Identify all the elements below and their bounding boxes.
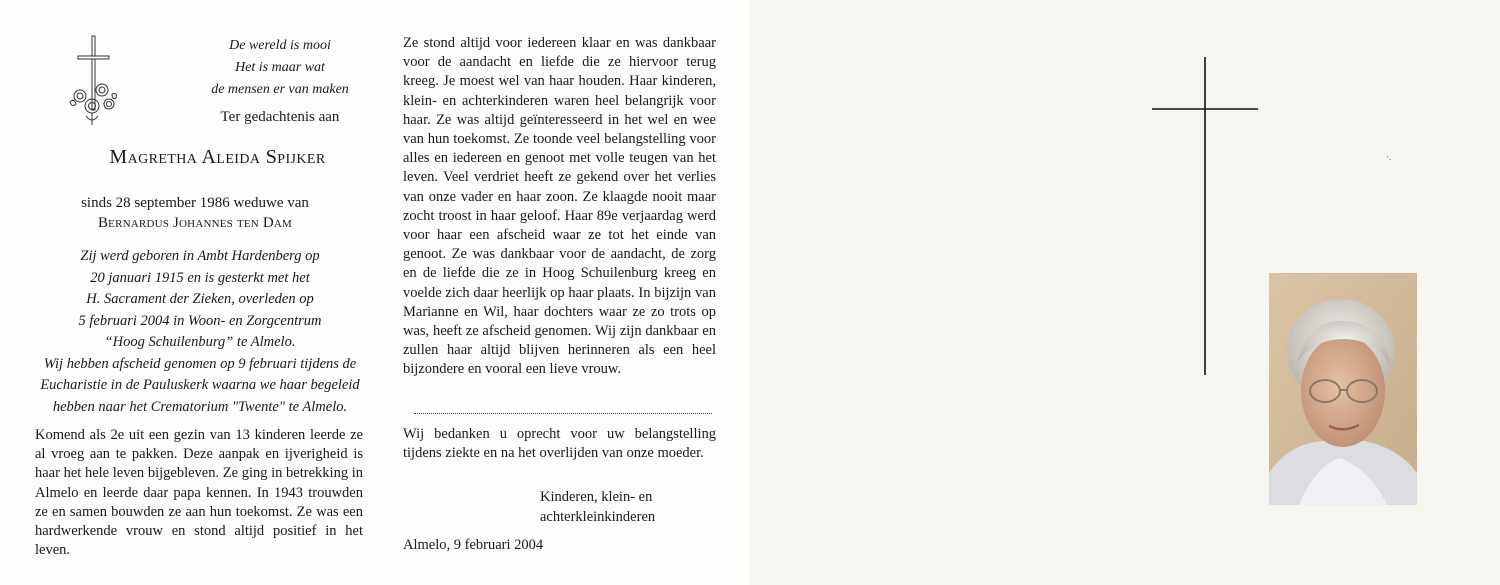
signature-line: Kinderen, klein- en — [540, 489, 653, 505]
bio-line: 20 januari 1915 en is gesterkt met het — [90, 269, 310, 286]
bio-line: “Hoog Schuilenburg” te Almelo. — [104, 334, 296, 350]
speck: ·. — [1386, 152, 1392, 162]
life-paragraph: Komend als 2e uit een gezin van 13 kinderen leerde ze al vroeg aan te pakken. Deze aanpak en ijverigheid is haar het hele leven bijgebleven. Ze ging in betrekking in Almelo en leerde daar papa kennen. In 1943 trouwden ze en samen bouwden ze aan hun toekomst. Ze was een hardwerkende vrouw en stond altijd positief in het leven. — [35, 427, 363, 559]
tribute-paragraph: Ze stond altijd voor iedereen klaar en was dankbaar voor de aandacht en liefde die ze hiervoor terug kreeg. Je moest wel van haar houden. Haar kinderen, klein- en achterkinderen waren heel belangrijk voor haar. Ze was altijd geïnteresseerd in het wel en wee van hun toekomst. Ze toonde veel belangstelling voor alles en iedereen en genoot met volle teugen van het leven. Veel verdriet heeft ze gekend over het verlies van onze vader en haar zoon. Ze klaagde nooit maar zocht troost in haar geloof. Haar 89e verjaardag werd voor haar een afscheid waar ze tot het einde van genoot. Ze was dankbaar voor de aandacht, de zorg en de liefde die ze in Hoog Schuilenburg kreeg en voelde zich daar heerlijk op haar plaats. In bijzijn van Marianne en Wil, haar dochters waar ze zo trots op was, heeft ze afscheid genomen. Wij zijn dankbaar en zullen haar altijd blijven herinneren als een heel bijzondere en vooral een lieve vrouw. — [403, 35, 716, 378]
widow-line: sinds 28 september 1986 weduwe van — [81, 195, 309, 211]
widow-info — [0, 193, 390, 233]
cross-icon — [1150, 57, 1260, 375]
portrait-photo — [1269, 273, 1417, 505]
cross-with-roses-icon — [66, 34, 122, 126]
verse — [190, 35, 370, 101]
bio-line: 5 februari 2004 in Woon- en Zorgcentrum — [78, 312, 322, 329]
bio-line: hebben naar het Crematorium "Twente" te Almelo. — [52, 398, 348, 415]
signature-line: achterkleinkinderen — [540, 508, 656, 525]
thanks-paragraph: Wij bedanken u oprecht voor uw belangstelling tijdens ziekte en na het overlijden van onze moeder. — [403, 426, 716, 462]
husband-name: Bernardus Johannes ten Dam — [97, 215, 293, 231]
deceased-name: Magretha Aleida Spijker — [109, 146, 326, 168]
signature — [540, 488, 720, 527]
place-date: Almelo, 9 februari 2004 — [403, 537, 544, 553]
memory-line: Ter gedachtenis aan — [220, 109, 340, 125]
verse-line: Het is maar wat — [235, 60, 325, 75]
bio-line: H. Sacrament der Zieken, overleden op — [86, 291, 314, 307]
biography — [20, 246, 380, 418]
bio-line: Zij werd geboren in Ambt Hardenberg op — [80, 248, 320, 264]
bio-line: Eucharistie in de Pauluskerk waarna we haar begeleid — [40, 377, 360, 393]
verse-line: De wereld is mooi — [229, 38, 331, 53]
bio-line: Wij hebben afscheid genomen op 9 februari tijdens de — [43, 355, 357, 372]
dotted-divider — [414, 413, 712, 414]
verse-line: de mensen er van maken — [211, 82, 349, 97]
